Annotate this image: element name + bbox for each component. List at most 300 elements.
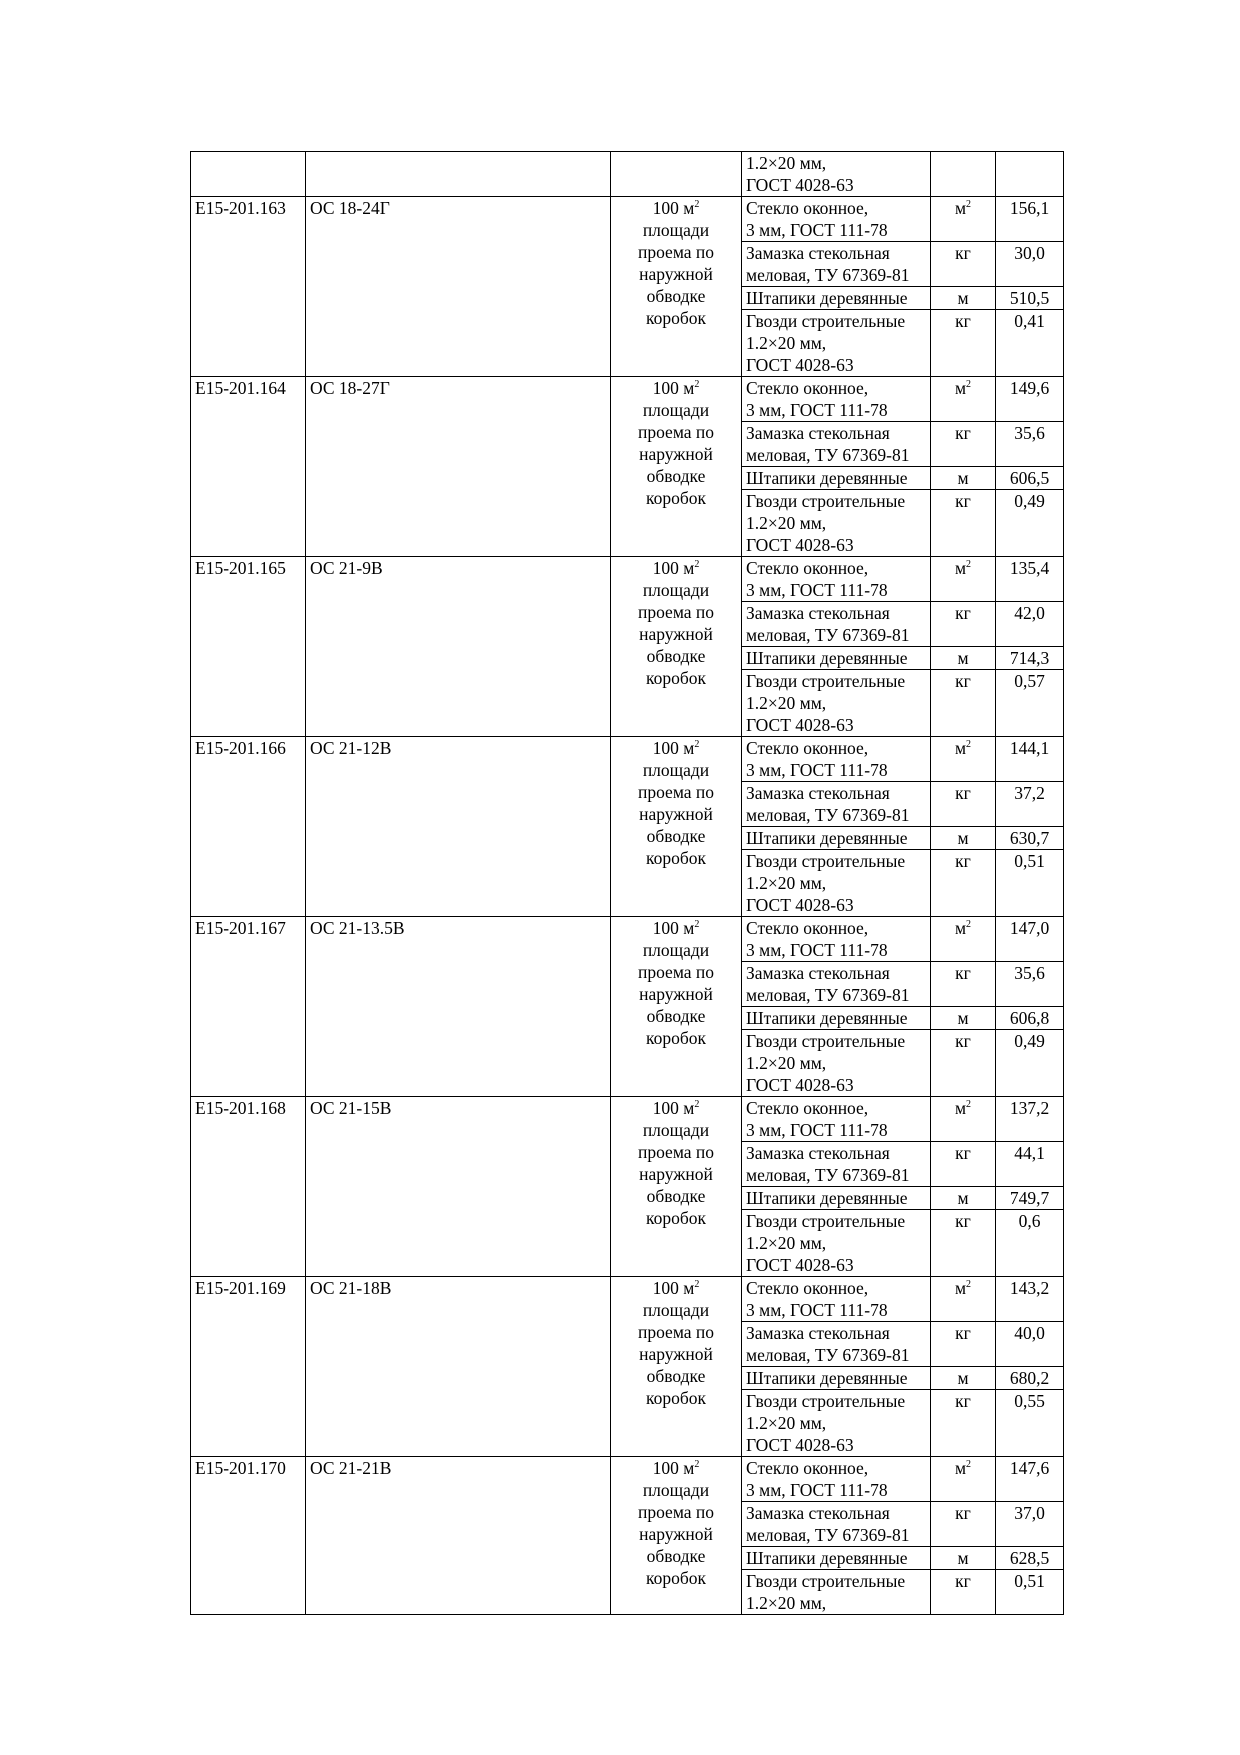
material-line: Стекло оконное, [746,558,869,578]
unit-symbol: м [683,1278,695,1298]
material-line: 3 мм, ГОСТ 111-78 [746,1300,888,1320]
material-cell [742,962,931,1007]
material-cell [742,1187,931,1210]
uom-symbol: м [954,918,967,938]
uom-cell [931,490,996,557]
value-cell: 149,6 [996,377,1064,422]
uom-cell [931,1030,996,1097]
uom-cell [931,197,996,242]
material-line: Гвозди строительные [746,311,906,331]
material-cell [742,310,931,377]
unit-symbol: м [683,1098,695,1118]
uom-symbol: м [957,468,969,488]
uom-symbol: м [954,1458,967,1478]
uom-cell [931,1277,996,1322]
uom-cell [931,1007,996,1030]
unit-line: коробок [645,1208,707,1228]
uom-exponent: 2 [966,199,972,210]
unit-line: обводке [646,1006,706,1026]
material-line: меловая, ТУ 67369-81 [746,985,910,1005]
value-cell: 0,41 [996,310,1064,377]
material-cell [742,490,931,557]
material-line: 1.2×20 мм, [746,153,827,173]
value-cell: 156,1 [996,197,1064,242]
uom-symbol: кг [955,671,971,691]
unit-exponent: 2 [694,1279,700,1290]
value-cell: 0,6 [996,1210,1064,1277]
material-cell [742,1390,931,1457]
uom-exponent: 2 [966,739,972,750]
unit-line: проема по [637,422,715,442]
material-line: Замазка стекольная [746,963,890,983]
material-cell [742,377,931,422]
material-cell [742,1547,931,1570]
unit-exponent: 2 [694,559,700,570]
material-line: ГОСТ 4028-63 [746,895,854,915]
value-cell: 0,51 [996,1570,1064,1615]
material-line: меловая, ТУ 67369-81 [746,1165,910,1185]
uom-cell [931,1547,996,1570]
material-row [191,377,1064,422]
unit-line: обводке [646,646,706,666]
uom-cell [931,1367,996,1390]
uom-symbol: кг [955,603,971,623]
value-cell: 143,2 [996,1277,1064,1322]
uom-symbol: кг [955,783,971,803]
uom-symbol: кг [955,1323,971,1343]
material-cell [742,152,931,197]
unit-exponent: 2 [694,1099,700,1110]
value-cell: 135,4 [996,557,1064,602]
material-line: ГОСТ 4028-63 [746,355,854,375]
uom-cell [931,557,996,602]
uom-exponent: 2 [966,1099,972,1110]
uom-cell [931,287,996,310]
material-line: Штапики деревянные [746,288,908,308]
value-cell: 628,5 [996,1547,1064,1570]
unit-line: наружной [639,444,713,464]
unit-line: площади [642,1480,710,1500]
unit-line: площади [642,220,710,240]
material-cell [742,647,931,670]
unit-cell [611,1097,742,1277]
uom-symbol: кг [955,1503,971,1523]
value-cell: 40,0 [996,1322,1064,1367]
material-line: Гвозди строительные [746,851,906,871]
material-line: ГОСТ 4028-63 [746,1255,854,1275]
material-line: ГОСТ 4028-63 [746,535,854,555]
material-line: ГОСТ 4028-63 [746,1435,854,1455]
material-cell [742,917,931,962]
uom-symbol: м [954,198,967,218]
unit-symbol: м [683,1458,695,1478]
unit-line [615,1097,737,1119]
material-cell [742,1142,931,1187]
uom-cell [931,602,996,647]
unit-cell [611,152,742,197]
material-cell [742,782,931,827]
code-cell: Е15-201.169 [191,1277,306,1457]
unit-line: проема по [637,1142,715,1162]
brand-cell: ОС 21-13.5В [306,917,611,1097]
material-cell [742,737,931,782]
material-line: Штапики деревянные [746,1188,908,1208]
unit-cell [611,377,742,557]
material-line: Стекло оконное, [746,198,869,218]
material-cell [742,850,931,917]
material-line: 1.2×20 мм, [746,1413,827,1433]
value-cell: 0,57 [996,670,1064,737]
material-line: Гвозди строительные [746,1211,906,1231]
uom-symbol: м [957,1548,969,1568]
unit-exponent: 2 [694,739,700,750]
unit-line [615,917,737,939]
material-cell [742,242,931,287]
uom-cell [931,467,996,490]
uom-cell [931,152,996,197]
unit-cell [611,557,742,737]
unit-line: коробок [645,848,707,868]
unit-line: обводке [646,466,706,486]
value-cell: 147,6 [996,1457,1064,1502]
norms-table [190,151,1064,1615]
material-cell [742,557,931,602]
uom-symbol: м [957,828,969,848]
value-cell: 35,6 [996,962,1064,1007]
value-cell: 147,0 [996,917,1064,962]
unit-line: коробок [645,1568,707,1588]
material-row [191,557,1064,602]
material-line: Стекло оконное, [746,1098,869,1118]
material-cell [742,670,931,737]
material-cell [742,1210,931,1277]
material-line: Стекло оконное, [746,378,869,398]
material-line: 3 мм, ГОСТ 111-78 [746,220,888,240]
value-cell: 37,2 [996,782,1064,827]
value-cell: 144,1 [996,737,1064,782]
uom-symbol: кг [955,491,971,511]
material-line: 1.2×20 мм, [746,1593,827,1613]
material-cell [742,827,931,850]
material-line: 1.2×20 мм, [746,1053,827,1073]
material-line: 1.2×20 мм, [746,693,827,713]
brand-cell [306,152,611,197]
brand-cell: ОС 18-24Г [306,197,611,377]
material-line: Гвозди строительные [746,1571,906,1591]
material-line: ГОСТ 4028-63 [746,175,854,195]
material-cell [742,467,931,490]
brand-cell: ОС 21-18В [306,1277,611,1457]
unit-cell [611,197,742,377]
uom-symbol: м [957,648,969,668]
material-line: 3 мм, ГОСТ 111-78 [746,760,888,780]
unit-exponent: 2 [694,199,700,210]
material-line: меловая, ТУ 67369-81 [746,625,910,645]
material-line: 1.2×20 мм, [746,1233,827,1253]
material-line: Штапики деревянные [746,1548,908,1568]
uom-cell [931,670,996,737]
material-line: Замазка стекольная [746,783,890,803]
unit-line: площади [642,1120,710,1140]
uom-cell [931,1502,996,1547]
unit-line: наружной [639,1524,713,1544]
material-line: Стекло оконное, [746,738,869,758]
material-cell [742,197,931,242]
unit-symbol: м [683,378,695,398]
material-line: меловая, ТУ 67369-81 [746,265,910,285]
unit-line: наружной [639,1344,713,1364]
material-line: Штапики деревянные [746,648,908,668]
unit-line: площади [642,580,710,600]
unit-number: 100 [652,1098,679,1118]
uom-symbol: м [954,378,967,398]
unit-line: проема по [637,1322,715,1342]
uom-symbol: кг [955,1391,971,1411]
value-cell: 680,2 [996,1367,1064,1390]
material-line: 3 мм, ГОСТ 111-78 [746,1480,888,1500]
unit-line: обводке [646,286,706,306]
value-cell: 749,7 [996,1187,1064,1210]
unit-line: наружной [639,804,713,824]
unit-line: коробок [645,668,707,688]
unit-cell [611,1277,742,1457]
unit-line: обводке [646,826,706,846]
uom-exponent: 2 [966,379,972,390]
material-cell [742,1277,931,1322]
uom-symbol: м [954,1098,967,1118]
unit-line: коробок [645,1388,707,1408]
code-cell: Е15-201.163 [191,197,306,377]
uom-cell [931,782,996,827]
brand-cell: ОС 21-9В [306,557,611,737]
unit-line: площади [642,760,710,780]
code-cell: Е15-201.167 [191,917,306,1097]
uom-cell [931,962,996,1007]
unit-line: площади [642,940,710,960]
unit-line: обводке [646,1366,706,1386]
material-cell [742,422,931,467]
material-line: Гвозди строительные [746,1031,906,1051]
material-line: Штапики деревянные [746,828,908,848]
unit-line: проема по [637,1502,715,1522]
unit-line [615,737,737,759]
uom-symbol: м [957,288,969,308]
unit-cell [611,1457,742,1615]
value-cell: 37,0 [996,1502,1064,1547]
material-line: Гвозди строительные [746,1391,906,1411]
material-line: Гвозди строительные [746,671,906,691]
code-cell: Е15-201.168 [191,1097,306,1277]
unit-line: площади [642,400,710,420]
norms-table-body [191,152,1064,1615]
uom-symbol: кг [955,1143,971,1163]
material-line: Штапики деревянные [746,1368,908,1388]
material-cell [742,1367,931,1390]
uom-cell [931,1457,996,1502]
unit-line: проема по [637,962,715,982]
uom-symbol: кг [955,423,971,443]
uom-symbol: кг [955,311,971,331]
material-cell [742,287,931,310]
uom-cell [931,422,996,467]
unit-line [615,377,737,399]
unit-line: коробок [645,488,707,508]
value-cell: 30,0 [996,242,1064,287]
value-cell: 0,51 [996,850,1064,917]
value-cell: 0,49 [996,490,1064,557]
unit-line [615,1457,737,1479]
uom-exponent: 2 [966,919,972,930]
value-cell: 35,6 [996,422,1064,467]
material-row [191,197,1064,242]
uom-cell [931,737,996,782]
uom-cell [931,1390,996,1457]
uom-cell [931,310,996,377]
brand-cell: ОС 21-21В [306,1457,611,1615]
code-cell: Е15-201.165 [191,557,306,737]
value-cell: 137,2 [996,1097,1064,1142]
uom-cell [931,377,996,422]
unit-line: обводке [646,1546,706,1566]
material-line: Стекло оконное, [746,918,869,938]
material-cell [742,1097,931,1142]
uom-cell [931,1142,996,1187]
code-cell: Е15-201.164 [191,377,306,557]
unit-number: 100 [652,918,679,938]
code-cell: Е15-201.170 [191,1457,306,1615]
material-line: Замазка стекольная [746,1503,890,1523]
unit-line: проема по [637,782,715,802]
continuation-row [191,152,1064,197]
material-cell [742,602,931,647]
unit-line [615,197,737,219]
brand-cell: ОС 21-12В [306,737,611,917]
unit-line: обводке [646,1186,706,1206]
uom-symbol: кг [955,1571,971,1591]
material-line: ГОСТ 4028-63 [746,715,854,735]
material-line: Замазка стекольная [746,1143,890,1163]
unit-number: 100 [652,1458,679,1478]
unit-line: проема по [637,242,715,262]
uom-symbol: м [954,1278,967,1298]
material-line: меловая, ТУ 67369-81 [746,1525,910,1545]
value-cell: 606,5 [996,467,1064,490]
uom-symbol: кг [955,851,971,871]
material-line: 1.2×20 мм, [746,513,827,533]
unit-number: 100 [652,378,679,398]
uom-cell [931,242,996,287]
material-cell [742,1322,931,1367]
uom-cell [931,1210,996,1277]
uom-symbol: кг [955,243,971,263]
material-cell [742,1030,931,1097]
material-line: Гвозди строительные [746,491,906,511]
uom-cell [931,1570,996,1615]
material-row [191,1457,1064,1502]
uom-exponent: 2 [966,1459,972,1470]
value-cell: 42,0 [996,602,1064,647]
unit-exponent: 2 [694,919,700,930]
material-line: 3 мм, ГОСТ 111-78 [746,1120,888,1140]
material-line: меловая, ТУ 67369-81 [746,1345,910,1365]
uom-symbol: м [954,738,967,758]
uom-symbol: кг [955,1031,971,1051]
code-cell: Е15-201.166 [191,737,306,917]
value-cell: 510,5 [996,287,1064,310]
unit-line [615,557,737,579]
material-line: 3 мм, ГОСТ 111-78 [746,580,888,600]
material-row [191,1097,1064,1142]
code-cell [191,152,306,197]
material-row [191,1277,1064,1322]
uom-symbol: кг [955,963,971,983]
unit-exponent: 2 [694,379,700,390]
brand-cell: ОС 21-15В [306,1097,611,1277]
uom-exponent: 2 [966,1279,972,1290]
unit-number: 100 [652,738,679,758]
material-line: Стекло оконное, [746,1278,869,1298]
value-cell: 714,3 [996,647,1064,670]
material-row [191,917,1064,962]
unit-line: коробок [645,1028,707,1048]
value-cell [996,152,1064,197]
material-line: Замазка стекольная [746,243,890,263]
unit-symbol: м [683,738,695,758]
uom-cell [931,647,996,670]
unit-number: 100 [652,198,679,218]
material-line: 1.2×20 мм, [746,873,827,893]
material-cell [742,1457,931,1502]
unit-line: площади [642,1300,710,1320]
material-line: Стекло оконное, [746,1458,869,1478]
material-line: Замазка стекольная [746,603,890,623]
uom-symbol: м [957,1368,969,1388]
material-cell [742,1502,931,1547]
uom-cell [931,1097,996,1142]
unit-line: коробок [645,308,707,328]
brand-cell: ОС 18-27Г [306,377,611,557]
value-cell: 0,49 [996,1030,1064,1097]
uom-symbol: м [954,558,967,578]
unit-line: наружной [639,984,713,1004]
uom-cell [931,1187,996,1210]
unit-cell [611,737,742,917]
material-line: меловая, ТУ 67369-81 [746,805,910,825]
uom-cell [931,1322,996,1367]
material-cell [742,1007,931,1030]
material-line: Штапики деревянные [746,1008,908,1028]
unit-line [615,1277,737,1299]
unit-exponent: 2 [694,1459,700,1470]
material-line: Замазка стекольная [746,1323,890,1343]
unit-symbol: м [683,918,695,938]
material-line: 3 мм, ГОСТ 111-78 [746,940,888,960]
material-line: 3 мм, ГОСТ 111-78 [746,400,888,420]
uom-cell [931,917,996,962]
value-cell: 606,8 [996,1007,1064,1030]
unit-line: наружной [639,264,713,284]
unit-number: 100 [652,1278,679,1298]
unit-line: наружной [639,1164,713,1184]
material-line: Штапики деревянные [746,468,908,488]
value-cell: 44,1 [996,1142,1064,1187]
uom-cell [931,827,996,850]
unit-symbol: м [683,558,695,578]
unit-line: наружной [639,624,713,644]
material-row [191,737,1064,782]
value-cell: 0,55 [996,1390,1064,1457]
unit-number: 100 [652,558,679,578]
